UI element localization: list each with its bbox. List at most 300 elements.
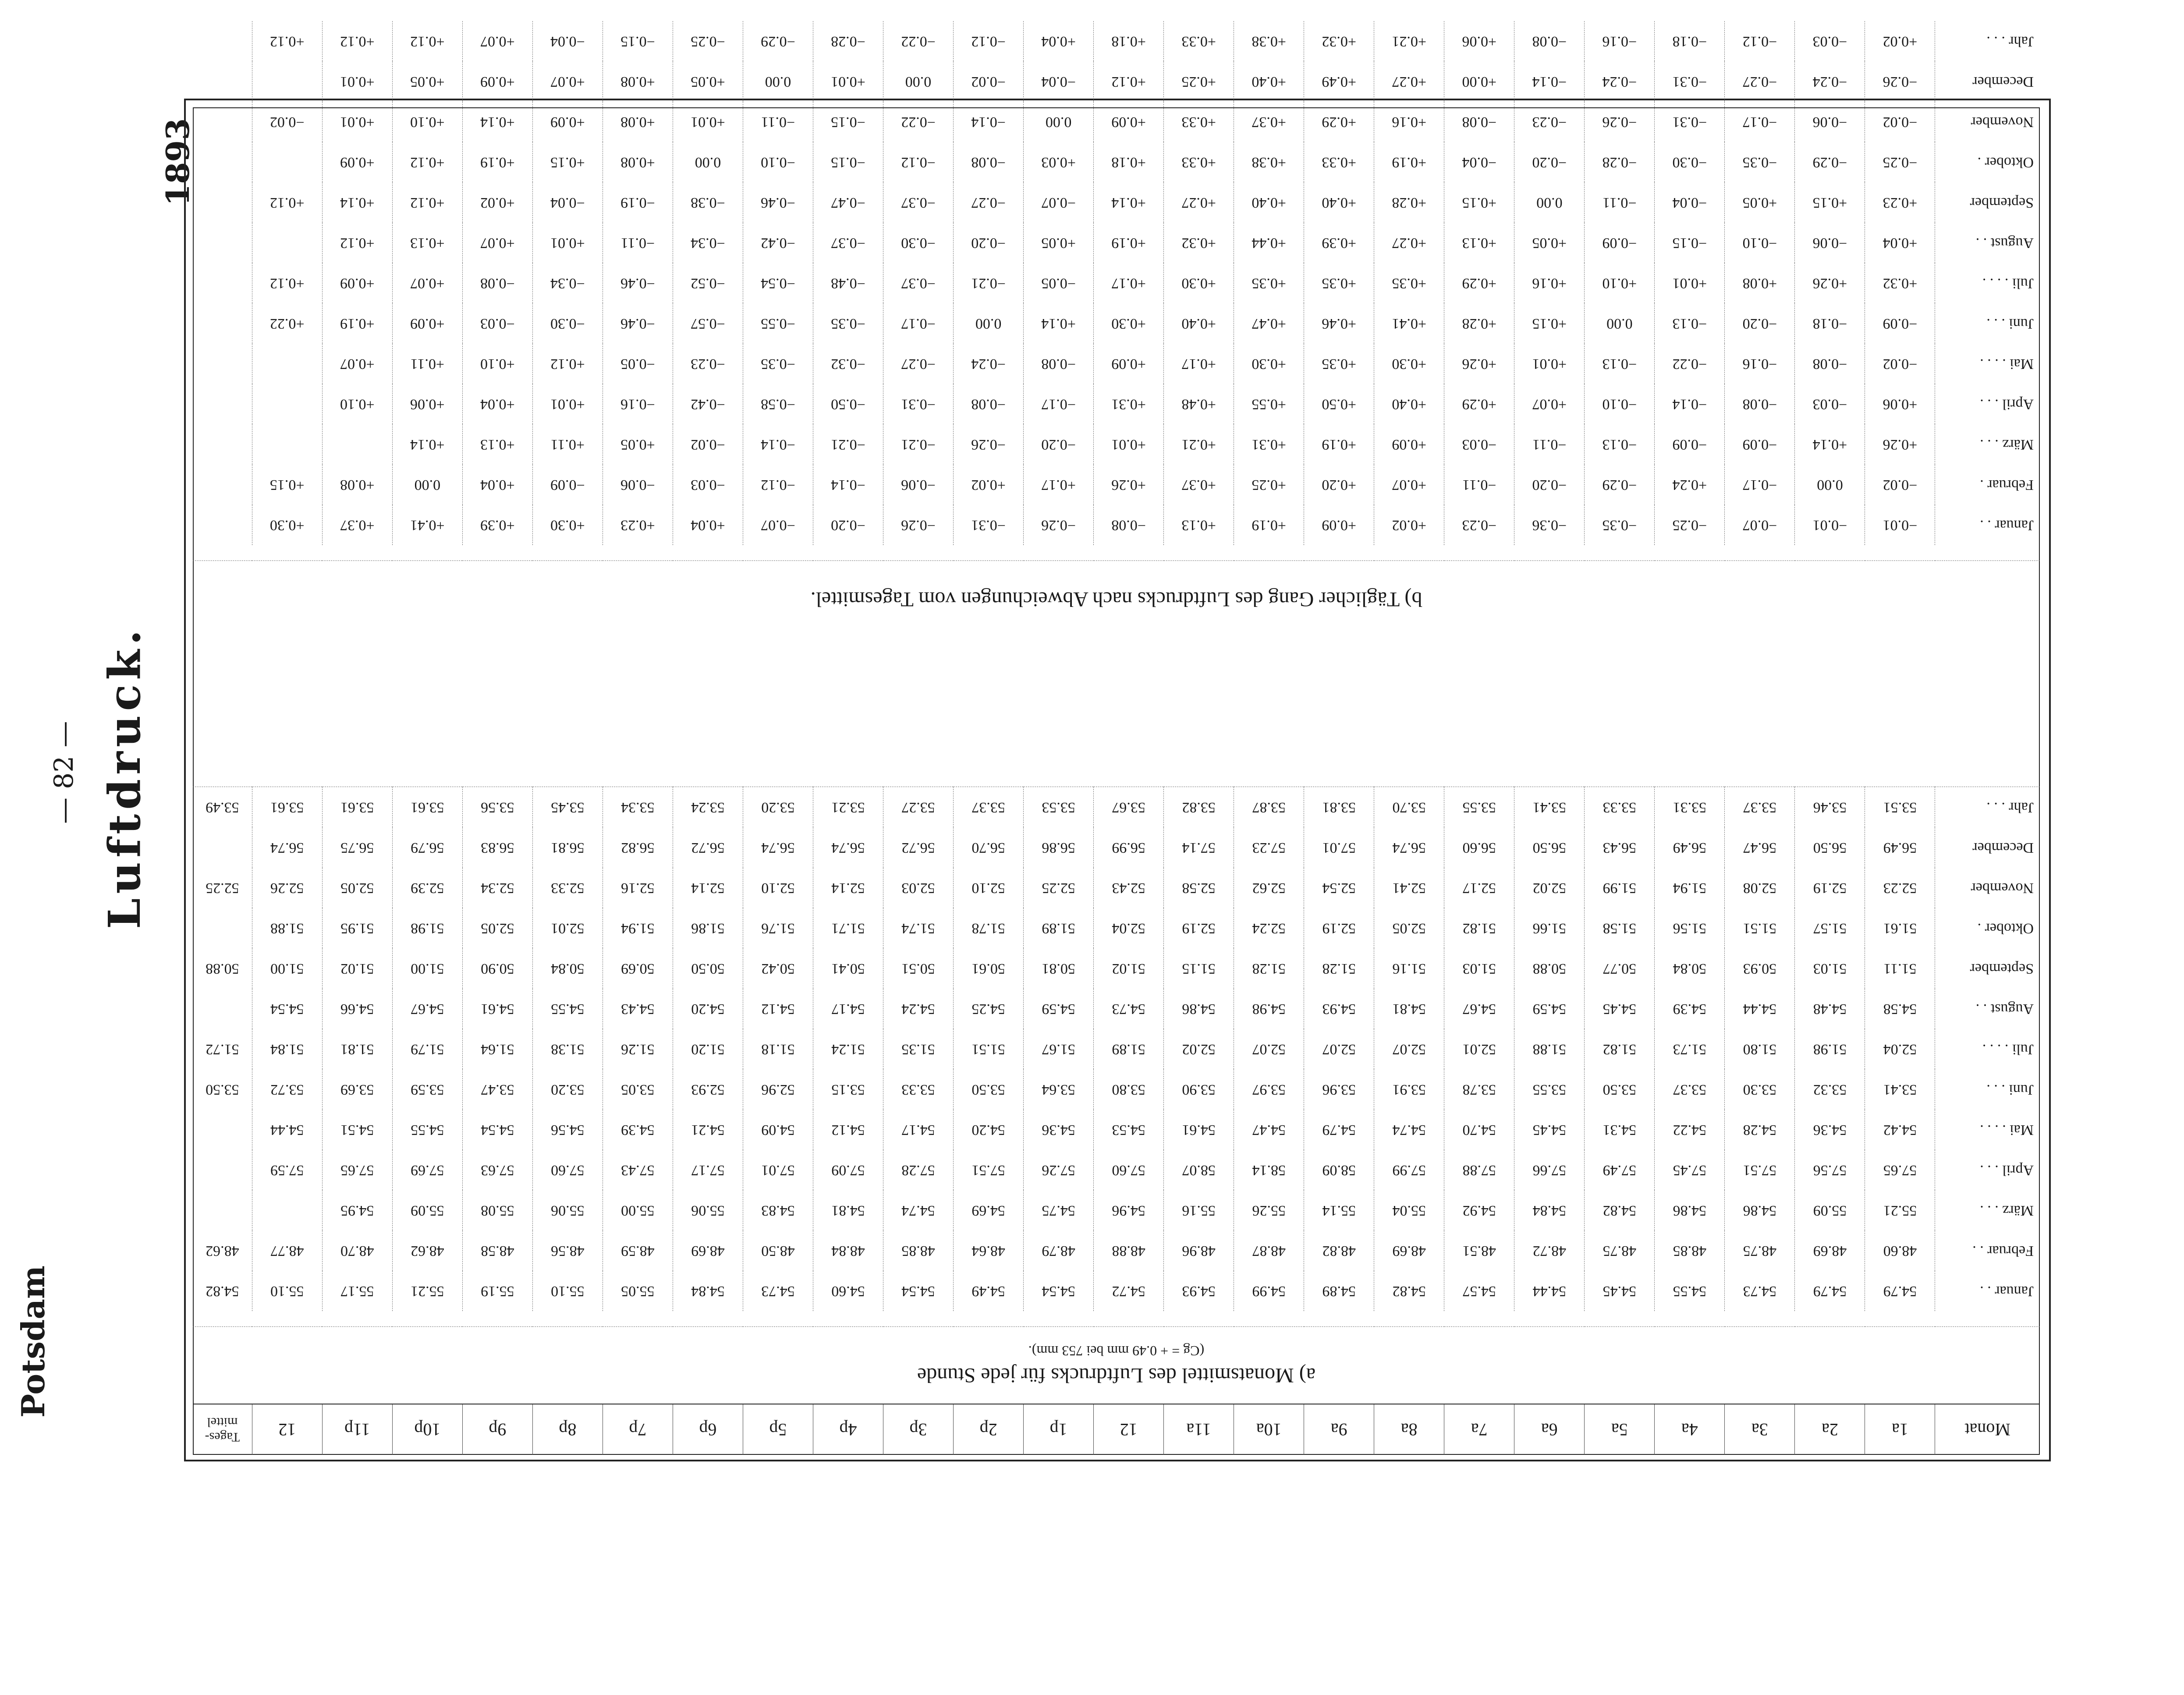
- value-cell: [193, 303, 252, 344]
- column-header: 7a: [1444, 1404, 1514, 1455]
- value-cell: +0.06: [1444, 21, 1514, 61]
- value-cell: 55.19: [462, 1271, 532, 1311]
- value-cell: 53.61: [252, 787, 322, 828]
- table-row: [193, 1190, 2040, 1230]
- value-cell: −0.37: [813, 223, 883, 263]
- value-cell: −0.13: [1585, 344, 1655, 384]
- value-cell: 48.82: [1304, 1230, 1374, 1271]
- value-cell: 53.05: [603, 1069, 673, 1110]
- table-row: [193, 908, 2040, 948]
- value-cell: +0.33: [1304, 142, 1374, 182]
- value-cell: 51.28: [1234, 948, 1304, 989]
- value-cell: 50.42: [743, 948, 813, 989]
- column-header: 11p: [322, 1404, 392, 1455]
- value-cell: −0.28: [1585, 142, 1655, 182]
- value-cell: 51.80: [1725, 1029, 1795, 1069]
- value-cell: 50.50: [673, 948, 743, 989]
- value-cell: +0.30: [1164, 263, 1234, 303]
- value-cell: 57.26: [1024, 1150, 1094, 1190]
- value-cell: 54.73: [1094, 989, 1164, 1029]
- value-cell: 48.75: [1725, 1230, 1795, 1271]
- value-cell: +0.30: [1234, 344, 1304, 384]
- value-cell: 48.72: [1514, 1230, 1585, 1271]
- value-cell: 0.00: [954, 303, 1024, 344]
- value-cell: −0.19: [603, 182, 673, 223]
- value-cell: 53.27: [883, 787, 954, 828]
- value-cell: 54.09: [743, 1110, 813, 1150]
- value-cell: 54.54: [462, 1110, 532, 1150]
- value-cell: +0.14: [462, 102, 532, 142]
- value-cell: +0.15: [252, 465, 322, 505]
- value-cell: 56.49: [1655, 827, 1725, 868]
- value-cell: [193, 505, 252, 545]
- value-cell: −0.35: [743, 344, 813, 384]
- column-header: 12: [252, 1404, 322, 1455]
- value-cell: 51.16: [1374, 948, 1444, 989]
- value-cell: +0.12: [532, 344, 603, 384]
- value-cell: +0.33: [1164, 142, 1234, 182]
- value-cell: 54.79: [1795, 1271, 1865, 1311]
- value-cell: −0.26: [883, 505, 954, 545]
- value-cell: [252, 223, 322, 263]
- value-cell: +0.21: [1374, 21, 1444, 61]
- month-label: Juni . . .: [1986, 316, 2034, 332]
- column-header: 8p: [532, 1404, 603, 1455]
- value-cell: +0.07: [462, 223, 532, 263]
- value-cell: +0.09: [1094, 102, 1164, 142]
- value-cell: 54.51: [322, 1110, 392, 1150]
- value-cell: +0.09: [322, 263, 392, 303]
- month-label: April . . .: [1980, 396, 2034, 412]
- spacer: [193, 545, 2040, 561]
- value-cell: 53.70: [1374, 787, 1444, 828]
- value-cell: +0.12: [392, 142, 462, 182]
- value-cell: −0.23: [1444, 505, 1514, 545]
- value-cell: 54.79: [1304, 1110, 1374, 1150]
- value-cell: +0.01: [673, 102, 743, 142]
- value-cell: +0.14: [392, 424, 462, 465]
- table-row: [193, 465, 2040, 505]
- value-cell: +0.07: [392, 263, 462, 303]
- value-cell: −0.09: [532, 465, 603, 505]
- value-cell: −0.06: [883, 465, 954, 505]
- value-cell: 51.57: [1795, 908, 1865, 948]
- value-cell: 54.55: [532, 989, 603, 1029]
- value-cell: +0.26: [1795, 263, 1865, 303]
- value-cell: 50.69: [603, 948, 673, 989]
- value-cell: 48.62: [392, 1230, 462, 1271]
- value-cell: 56.86: [1024, 827, 1094, 868]
- value-cell: 55.14: [1304, 1190, 1374, 1230]
- value-cell: −0.04: [532, 21, 603, 61]
- value-cell: 54.44: [1514, 1271, 1585, 1311]
- value-cell: 53.15: [813, 1069, 883, 1110]
- value-cell: 54.92: [1444, 1190, 1514, 1230]
- value-cell: 54.73: [1725, 1271, 1795, 1311]
- value-cell: −0.25: [1865, 142, 1935, 182]
- month-label: November: [1971, 880, 2034, 896]
- value-cell: 56.72: [673, 827, 743, 868]
- value-cell: 54.73: [743, 1271, 813, 1311]
- value-cell: −0.17: [1725, 102, 1795, 142]
- column-header: 6a: [1514, 1404, 1585, 1455]
- value-cell: 51.35: [883, 1029, 954, 1069]
- value-cell: −0.04: [1024, 61, 1094, 102]
- value-cell: −0.48: [813, 263, 883, 303]
- value-cell: 53.47: [462, 1069, 532, 1110]
- value-cell: [193, 465, 252, 505]
- value-cell: 54.36: [1024, 1110, 1094, 1150]
- value-cell: 53.55: [1514, 1069, 1585, 1110]
- value-cell: 51.03: [1795, 948, 1865, 989]
- value-cell: +0.01: [813, 61, 883, 102]
- value-cell: 52.01: [532, 908, 603, 948]
- value-cell: 51.58: [1585, 908, 1655, 948]
- value-cell: −0.35: [1585, 505, 1655, 545]
- page-number: — 82 —: [49, 721, 79, 824]
- value-cell: +0.15: [1514, 303, 1585, 344]
- value-cell: 50.84: [532, 948, 603, 989]
- value-cell: 55.10: [532, 1271, 603, 1311]
- value-cell: −0.20: [1725, 303, 1795, 344]
- column-header: 2p: [954, 1404, 1024, 1455]
- value-cell: −0.12: [954, 21, 1024, 61]
- value-cell: +0.15: [532, 142, 603, 182]
- value-cell: 57.45: [1655, 1150, 1725, 1190]
- value-cell: 53.46: [1795, 787, 1865, 828]
- value-cell: −0.11: [743, 102, 813, 142]
- value-cell: 54.45: [1514, 1110, 1585, 1150]
- value-cell: +0.37: [1164, 465, 1234, 505]
- value-cell: +0.04: [673, 505, 743, 545]
- value-cell: 54.20: [673, 989, 743, 1029]
- value-cell: 52.01: [1444, 1029, 1514, 1069]
- value-cell: −0.32: [813, 344, 883, 384]
- value-cell: [193, 424, 252, 465]
- month-label: Mai . . . .: [1980, 1122, 2034, 1138]
- value-cell: 51.74: [883, 908, 954, 948]
- value-cell: +0.14: [1024, 303, 1094, 344]
- value-cell: +0.22: [252, 303, 322, 344]
- value-cell: −0.28: [813, 21, 883, 61]
- value-cell: 53.61: [322, 787, 392, 828]
- value-cell: 54.79: [1865, 1271, 1935, 1311]
- value-cell: −0.20: [1514, 142, 1585, 182]
- value-cell: 54.54: [1024, 1271, 1094, 1311]
- value-cell: 54.98: [1234, 989, 1304, 1029]
- value-cell: +0.04: [1865, 223, 1935, 263]
- value-cell: −0.26: [954, 424, 1024, 465]
- table-row: [193, 1110, 2040, 1150]
- value-cell: +0.31: [1234, 424, 1304, 465]
- value-cell: +0.26: [1444, 344, 1514, 384]
- value-cell: 57.01: [743, 1150, 813, 1190]
- value-cell: −0.03: [462, 303, 532, 344]
- value-cell: 54.67: [392, 989, 462, 1029]
- value-cell: −0.31: [1655, 102, 1725, 142]
- value-cell: 54.17: [813, 989, 883, 1029]
- value-cell: 50.90: [462, 948, 532, 989]
- value-cell: [193, 989, 252, 1029]
- value-cell: 54.82: [193, 1271, 252, 1311]
- value-cell: −0.34: [532, 263, 603, 303]
- value-cell: −0.26: [1024, 505, 1094, 545]
- value-cell: −0.20: [813, 505, 883, 545]
- value-cell: 54.44: [1725, 989, 1795, 1029]
- value-cell: +0.46: [1304, 303, 1374, 344]
- month-label: November: [1971, 114, 2034, 130]
- value-cell: +0.09: [392, 303, 462, 344]
- value-cell: −0.24: [1795, 61, 1865, 102]
- value-cell: 54.45: [1585, 1271, 1655, 1311]
- value-cell: 51.20: [673, 1029, 743, 1069]
- value-cell: +0.11: [532, 424, 603, 465]
- value-cell: −0.09: [1865, 303, 1935, 344]
- table-row: [193, 948, 2040, 989]
- value-cell: 57.65: [322, 1150, 392, 1190]
- value-cell: 52.96: [743, 1069, 813, 1110]
- value-cell: 58.07: [1164, 1150, 1234, 1190]
- value-cell: 54.54: [252, 989, 322, 1029]
- month-label: Februar .: [1980, 477, 2034, 493]
- value-cell: +0.01: [322, 61, 392, 102]
- column-header: 8a: [1374, 1404, 1444, 1455]
- value-cell: 58.09: [1304, 1150, 1374, 1190]
- value-cell: 54.56: [532, 1110, 603, 1150]
- table-row: [193, 1069, 2040, 1110]
- value-cell: 53.33: [883, 1069, 954, 1110]
- month-label: December: [1972, 74, 2034, 90]
- value-cell: 54.17: [883, 1110, 954, 1150]
- month-label: Juli . . . .: [1982, 275, 2034, 291]
- value-cell: −0.47: [813, 182, 883, 223]
- table-row: [193, 505, 2040, 545]
- value-cell: 51.38: [532, 1029, 603, 1069]
- table-row: [193, 1271, 2040, 1311]
- value-cell: 54.39: [603, 1110, 673, 1150]
- value-cell: 52.43: [1094, 868, 1164, 908]
- value-cell: 51.51: [1725, 908, 1795, 948]
- value-cell: 51.24: [813, 1029, 883, 1069]
- value-cell: −0.15: [813, 142, 883, 182]
- value-cell: 52.10: [954, 868, 1024, 908]
- value-cell: −0.46: [603, 303, 673, 344]
- section-divider: [193, 638, 2040, 787]
- month-label: Januar . .: [1980, 517, 2034, 533]
- value-cell: −0.22: [1655, 344, 1725, 384]
- value-cell: −0.12: [743, 465, 813, 505]
- value-cell: 57.59: [252, 1150, 322, 1190]
- value-cell: +0.04: [1024, 21, 1094, 61]
- value-cell: 0.00: [1585, 303, 1655, 344]
- value-cell: −0.30: [1655, 142, 1725, 182]
- value-cell: 54.82: [1585, 1190, 1655, 1230]
- value-cell: −0.46: [603, 263, 673, 303]
- value-cell: [252, 384, 322, 424]
- value-cell: 57.01: [1304, 827, 1374, 868]
- value-cell: 53.24: [673, 787, 743, 828]
- value-cell: +0.02: [462, 182, 532, 223]
- value-cell: 54.55: [392, 1110, 462, 1150]
- column-header: 1p: [1024, 1404, 1094, 1455]
- value-cell: 50.41: [813, 948, 883, 989]
- value-cell: +0.29: [1304, 102, 1374, 142]
- value-cell: 54.89: [1304, 1271, 1374, 1311]
- value-cell: 55.26: [1234, 1190, 1304, 1230]
- value-cell: +0.25: [1164, 61, 1234, 102]
- value-cell: 48.58: [462, 1230, 532, 1271]
- value-cell: 48.77: [252, 1230, 322, 1271]
- value-cell: 51.76: [743, 908, 813, 948]
- value-cell: 54.60: [813, 1271, 883, 1311]
- value-cell: +0.44: [1234, 223, 1304, 263]
- value-cell: −0.20: [954, 223, 1024, 263]
- value-cell: 48.85: [1655, 1230, 1725, 1271]
- value-cell: 52.08: [1725, 868, 1795, 908]
- value-cell: 51.98: [392, 908, 462, 948]
- value-cell: [193, 344, 252, 384]
- value-cell: 51.11: [1865, 948, 1935, 989]
- value-cell: 51.72: [193, 1029, 252, 1069]
- value-cell: [193, 142, 252, 182]
- value-cell: 0.00: [1024, 102, 1094, 142]
- value-cell: +0.01: [532, 223, 603, 263]
- value-cell: 54.67: [1444, 989, 1514, 1029]
- value-cell: −0.12: [883, 142, 954, 182]
- value-cell: −0.16: [1585, 21, 1655, 61]
- value-cell: +0.32: [1865, 263, 1935, 303]
- month-label: September: [1970, 195, 2034, 211]
- value-cell: 54.58: [1865, 989, 1935, 1029]
- month-label: April . . .: [1980, 1162, 2034, 1178]
- value-cell: +0.16: [1374, 102, 1444, 142]
- value-cell: [193, 908, 252, 948]
- value-cell: 58.14: [1234, 1150, 1304, 1190]
- value-cell: −0.03: [1444, 424, 1514, 465]
- value-cell: +0.40: [1374, 384, 1444, 424]
- value-cell: −0.11: [1585, 182, 1655, 223]
- value-cell: [193, 223, 252, 263]
- value-cell: +0.27: [1374, 223, 1444, 263]
- table-row: [193, 344, 2040, 384]
- value-cell: 54.81: [1374, 989, 1444, 1029]
- value-cell: 56.43: [1585, 827, 1655, 868]
- value-cell: 51.26: [603, 1029, 673, 1069]
- value-cell: 51.73: [1655, 1029, 1725, 1069]
- value-cell: [193, 1110, 252, 1150]
- value-cell: +0.35: [1304, 344, 1374, 384]
- value-cell: 54.74: [1374, 1110, 1444, 1150]
- month-label: Juni . . .: [1986, 1082, 2034, 1098]
- column-header: 5p: [743, 1404, 813, 1455]
- value-cell: 57.88: [1444, 1150, 1514, 1190]
- value-cell: +0.01: [532, 384, 603, 424]
- column-header: 3a: [1725, 1404, 1795, 1455]
- value-cell: 56.83: [462, 827, 532, 868]
- value-cell: −0.24: [1585, 61, 1655, 102]
- month-label: Juli . . . .: [1982, 1041, 2034, 1057]
- value-cell: [193, 21, 252, 61]
- value-cell: −0.02: [954, 61, 1024, 102]
- value-cell: 53.69: [322, 1069, 392, 1110]
- value-cell: 51.61: [1865, 908, 1935, 948]
- value-cell: [252, 61, 322, 102]
- value-cell: 57.23: [1234, 827, 1304, 868]
- value-cell: 52.14: [673, 868, 743, 908]
- value-cell: −0.10: [1585, 384, 1655, 424]
- value-cell: 50.93: [1725, 948, 1795, 989]
- value-cell: −0.09: [1655, 424, 1725, 465]
- value-cell: −0.55: [743, 303, 813, 344]
- value-cell: 53.96: [1304, 1069, 1374, 1110]
- value-cell: −0.21: [883, 424, 954, 465]
- table-row: [193, 263, 2040, 303]
- value-cell: 56.49: [1865, 827, 1935, 868]
- value-cell: −0.15: [813, 102, 883, 142]
- value-cell: 53.90: [1164, 1069, 1234, 1110]
- value-cell: 54.12: [743, 989, 813, 1029]
- column-header: 4a: [1655, 1404, 1725, 1455]
- value-cell: −0.35: [813, 303, 883, 344]
- value-cell: 54.54: [883, 1271, 954, 1311]
- value-cell: 54.82: [1374, 1271, 1444, 1311]
- column-header: 10a: [1234, 1404, 1304, 1455]
- value-cell: +0.09: [1374, 424, 1444, 465]
- value-cell: −0.15: [603, 21, 673, 61]
- month-label: Januar . .: [1980, 1283, 2034, 1299]
- table-row: [193, 61, 2040, 102]
- section_b-title-cell: [193, 561, 2040, 638]
- value-cell: +0.31: [1094, 384, 1164, 424]
- value-cell: −0.20: [1024, 424, 1094, 465]
- value-cell: 51.67: [1024, 1029, 1094, 1069]
- value-cell: 56.50: [1514, 827, 1585, 868]
- value-cell: −0.10: [1725, 223, 1795, 263]
- value-cell: 57.51: [1725, 1150, 1795, 1190]
- value-cell: 53.21: [813, 787, 883, 828]
- table-row: [193, 142, 2040, 182]
- value-cell: +0.04: [462, 384, 532, 424]
- value-cell: −0.52: [673, 263, 743, 303]
- value-cell: 55.09: [1795, 1190, 1865, 1230]
- value-cell: 53.56: [462, 787, 532, 828]
- value-cell: 51.79: [392, 1029, 462, 1069]
- value-cell: −0.29: [1795, 142, 1865, 182]
- value-cell: 48.50: [743, 1230, 813, 1271]
- value-cell: 51.82: [1444, 908, 1514, 948]
- value-cell: 52.39: [392, 868, 462, 908]
- value-cell: 54.39: [1655, 989, 1725, 1029]
- value-cell: +0.30: [1094, 303, 1164, 344]
- column-header: 3p: [883, 1404, 954, 1455]
- value-cell: +0.12: [252, 21, 322, 61]
- value-cell: 57.66: [1514, 1150, 1585, 1190]
- value-cell: −0.37: [883, 182, 954, 223]
- value-cell: +0.07: [322, 344, 392, 384]
- value-cell: 52.05: [462, 908, 532, 948]
- value-cell: 56.50: [1795, 827, 1865, 868]
- month-label: August . .: [1975, 235, 2034, 251]
- value-cell: +0.02: [1865, 21, 1935, 61]
- value-cell: −0.42: [743, 223, 813, 263]
- value-cell: 54.55: [1655, 1271, 1725, 1311]
- value-cell: 56.75: [322, 827, 392, 868]
- value-cell: 55.05: [603, 1271, 673, 1311]
- value-cell: 50.77: [1585, 948, 1655, 989]
- value-cell: +0.04: [462, 465, 532, 505]
- value-cell: 54.31: [1585, 1110, 1655, 1150]
- value-cell: +0.13: [462, 424, 532, 465]
